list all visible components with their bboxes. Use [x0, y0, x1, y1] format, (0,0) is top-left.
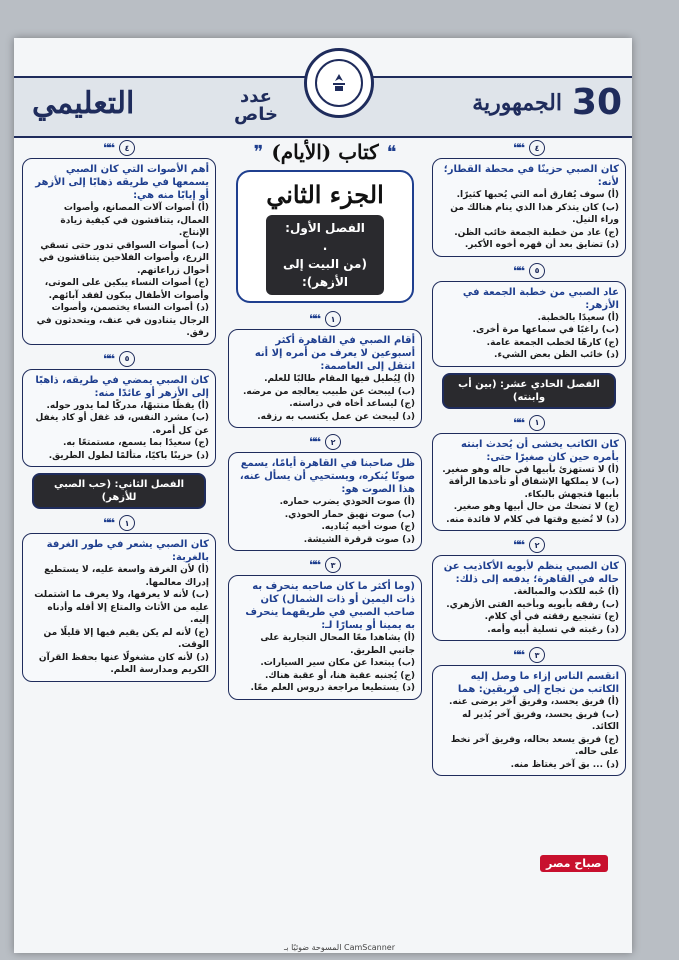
- answer-option: (ب) فريق يحسد، وفريق آخر يُذير له الكائد.: [462, 709, 619, 732]
- question-number-badge: [228, 557, 422, 573]
- question-number-badge: [22, 351, 216, 367]
- question-text: كان الصبي حزينًا في محطة القطار؛ لأنه:: [443, 164, 619, 188]
- answer-option: (د) أصوات النساء يختصمن، وأصوات الرجال يتنادون في عنف، ويتحدثون في رفق.: [36, 303, 209, 338]
- question-box: [228, 329, 422, 428]
- answer-option: (د) لا تُضيع وقتها في كلام لا فائدة منه.: [446, 514, 619, 525]
- answer-option: (د) رغبته في تسلية أبيه وأمه.: [487, 624, 619, 635]
- question-number-badge: [432, 537, 626, 553]
- answer-option: (أ) سوف يُفارق أمه التي يُحبها كثيرًا.: [456, 190, 619, 200]
- question-text: عاد الصبي من خطبة الجمعة في الأزهر:: [462, 286, 619, 311]
- answer-option: (د) ليبحث عن عمل يكتسب به رزقه.: [257, 411, 415, 422]
- chapter-one-title: الفصل الأول:: [285, 221, 365, 235]
- book-title-bar: [228, 140, 422, 164]
- question-text: (وما أكثر ما كان صاحبه ينحرف به ذات اليمين أو ذات الشمال) كان صاحب الصبي في طريقهما ينحرف به يمينا أو يسارًا لـ:: [245, 581, 415, 631]
- question-box: [22, 158, 216, 345]
- answer-option: (ب) مشرد النفس، قد غفل أو كاد يغفل عن كل أمره.: [35, 413, 209, 436]
- question-number-badge: [22, 140, 216, 156]
- question-number: ٥: [529, 263, 545, 279]
- part-title: الجزء الثاني: [266, 180, 384, 209]
- issue-label: [234, 88, 278, 124]
- scanner-footer: المسوحة ضوئيًا بـ CamScanner: [283, 943, 395, 952]
- answer-option: (ج) لأنه لم يكن يقيم فيها إلا قليلًا من الوقت.: [43, 627, 209, 650]
- quote-mark-icon: ❝❝: [102, 351, 114, 366]
- answer-option: (أ) صوت الحوذي يضرب حماره.: [279, 497, 415, 507]
- newspaper-name: الجمهورية: [472, 90, 562, 116]
- site-watermark: صباح مصر: [540, 855, 608, 872]
- question-text: ظل صاحبنا في القاهرة أيامًا، يسمع صوتًا يُنكره، ويستحيي أن يسأل عنه، هذا الصوت هو:: [239, 458, 415, 495]
- decor-quote-icon: ❝: [386, 141, 397, 163]
- question-number: ١: [529, 415, 545, 431]
- answer-option: (ب) راغبًا في سماعها مرة أخرى.: [472, 325, 619, 335]
- answer-option: (ب) أصوات السواقي تدور حتى تسقي الزرع، وأصوات الفلاحين يتناقشون في أحوال زراعاتهم.: [38, 240, 209, 276]
- quote-mark-icon: ❝❝: [512, 263, 524, 278]
- quote-mark-icon: ❝❝: [512, 141, 524, 155]
- newspaper-page: [14, 38, 632, 953]
- right-column: [432, 138, 626, 913]
- question-box: [432, 555, 626, 641]
- answer-option: (ج) يُجنبه عقبة هنا، أو عقبة هناك.: [264, 670, 415, 681]
- decor-quote-icon: ❞: [253, 141, 264, 163]
- answer-option: (د) لأنه كان مشغولًا عنها بحفظ القرآن الكريم ومدارسة العلم.: [38, 652, 209, 675]
- question-number: ١: [119, 515, 135, 531]
- question-box: [432, 158, 626, 257]
- answer-option: (أ) يقظًا منتبهًا، مدركًا لما يدور حوله.: [46, 400, 209, 411]
- chapter-one-name: (من البيت إلى الأزهر):: [283, 257, 367, 289]
- answer-option: (أ) حُبه للكذب والمبالغة.: [513, 587, 619, 597]
- quote-mark-icon: ❝❝: [308, 435, 320, 449]
- answer-option: (د) ... بق آخر يغتاظ منه.: [510, 759, 619, 770]
- question-box: [432, 433, 626, 532]
- question-number-badge: [432, 647, 626, 663]
- question-number: ٢: [529, 537, 545, 553]
- chapter-one-dot: .: [322, 239, 328, 253]
- ministry-seal-icon: [304, 48, 374, 118]
- question-box: [22, 533, 216, 682]
- page-number: 30: [571, 82, 622, 123]
- question-box: [228, 452, 422, 551]
- answer-option: (ج) كارهًا لخطب الجمعة عامة.: [486, 337, 619, 348]
- book-title: كتاب (الأيام): [271, 140, 379, 164]
- question-text: كان الصبي يشعر في طور الغرفة بالغربة:: [46, 539, 209, 563]
- answer-option: (ب) رفقه بأبويه وبأخيه الفتى الأزهري.: [446, 599, 619, 610]
- quote-mark-icon: ❝❝: [512, 648, 524, 662]
- question-number: ٥: [119, 351, 135, 367]
- question-number-badge: [432, 140, 626, 156]
- answer-option: (ج) عاد من خطبة الجمعة خائب الظن.: [454, 227, 619, 238]
- answer-option: (أ) يشاهدا معًا المحال التجارية على جانبي الطريق.: [260, 633, 415, 656]
- answer-option: (أ) سعيدًا بالخطبة.: [537, 312, 619, 323]
- question-number: ٢: [325, 434, 341, 450]
- question-text: أهم الأصوات التي كان الصبي يسمعها في طريقه ذهابًا إلى الأزهر أو إيابًا منه هي:: [35, 164, 209, 201]
- part-box: [236, 170, 414, 303]
- question-number: ٣: [529, 647, 545, 663]
- answer-option: (ج) أصوات النساء يبكين على الموتى، وأصوات الأطفال يبكون لفقد آبائهم.: [44, 278, 209, 301]
- answer-option: (أ) لِيُطيل فيها المقام طالبًا للعلم.: [264, 374, 415, 384]
- left-column: [22, 138, 216, 913]
- answer-option: (د) صوت قرقرة الشيشة.: [303, 534, 415, 545]
- question-box: [432, 281, 626, 367]
- answer-option: (أ) فريق يحسد، وفريق آخر يرضى عنه.: [449, 697, 619, 707]
- quote-mark-icon: ❝❝: [512, 538, 524, 552]
- question-number: ١: [325, 311, 341, 327]
- quote-mark-icon: ❝❝: [102, 516, 114, 530]
- question-text: أقام الصبي في القاهرة أكثر أسبوعين لا يعرف من أمره إلا أنه انتقل إلى العاصمة:: [254, 335, 415, 372]
- section-title: التعليمي: [32, 86, 135, 121]
- answer-option: (ب) لا يملكها الإشفاق أو تأخذها الرأفة بأبيها فتجهش بالبكاء.: [448, 477, 619, 500]
- question-text: انقسم الناس إزاء ما وصل إليه الكاتب من نجاح إلى فريقين: هما: [457, 671, 619, 695]
- answer-option: (ب) كان يتذكر هذا الذي ينام هنالك من وراء النيل.: [450, 202, 619, 225]
- middle-questions: [228, 311, 422, 700]
- quote-mark-icon: ❝❝: [102, 141, 114, 155]
- issue-kind: خاص: [234, 104, 278, 125]
- answer-option: (ج) سعيدًا بما يسمع، مستمتعًا به.: [62, 438, 209, 448]
- question-number-badge: [22, 515, 216, 531]
- answer-option: (د) تضايق بعد أن قهره أخوه الأكبر.: [464, 240, 619, 250]
- chapter-heading: الفصل الثاني: (حب الصبي للأزهر): [32, 473, 206, 509]
- quote-mark-icon: ❝❝: [512, 415, 524, 430]
- answer-option: (ج) تشجيع رفقته في أي كلام.: [484, 612, 619, 622]
- answer-option: (ج) ليساعد أخاه في دراسته.: [289, 399, 415, 409]
- question-number-badge: [432, 415, 626, 431]
- chapter-heading: الفصل الحادي عشر: (بين أب وابنته): [442, 373, 616, 409]
- chapter-one-label: [266, 215, 384, 295]
- question-text: كان الكاتب يخشى أن يُحدث ابنته بأمره حين كان صغيرًا حتى:: [460, 438, 619, 463]
- answer-option: (ب) ليبحث عن طبيب يعالجه من مرضه.: [243, 386, 415, 397]
- question-number: ٤: [119, 140, 135, 156]
- question-text: كان الصبي ينظم لأبويه الأكاذيب عن حاله في القاهرة؛ يدفعه إلى ذلك:: [443, 561, 619, 585]
- question-number: ٤: [529, 140, 545, 156]
- quote-mark-icon: ❝❝: [308, 312, 320, 326]
- question-number: ٣: [325, 557, 341, 573]
- answer-option: (ج) لا تضحك من حال أبيها وهو صغير.: [453, 502, 619, 512]
- question-box: [228, 575, 422, 700]
- answer-option: (ب) صوت نهيق حمار الحوذي.: [284, 509, 415, 520]
- page-header: [14, 76, 632, 138]
- answer-option: (أ) لأن الغرفة واسعة عليه، لا يستطيع إدراك معالمها.: [44, 565, 209, 588]
- answer-option: (د) يستطيعا مراجعة دروس العلم معًا.: [250, 683, 415, 693]
- answer-option: (د) خائب الظن بعض الشيء.: [494, 350, 619, 360]
- question-number-badge: [228, 311, 422, 327]
- answer-option: (ج) صوت أخيه يُناديه.: [321, 522, 415, 532]
- answer-option: (أ) لا تستهزئ بأبيها في حاله وهو صغير.: [442, 464, 619, 475]
- question-text: كان الصبي يمضي في طريقه، ذاهبًا إلى الأزهر أو عائدًا منه:: [35, 374, 209, 399]
- issue-word: عدد: [240, 86, 272, 107]
- question-number-badge: [228, 434, 422, 450]
- answer-option: (ج) فريق يسعد بحاله، وفريق آخر نخط على حاله.: [450, 734, 619, 757]
- question-box: [22, 369, 216, 468]
- answer-option: (ب) لأنه لا يعرفها، ولا يعرف ما اشتملت عليه من الأثاث والمتاع إلا أقله وأدناه إليه.: [34, 590, 209, 625]
- answer-option: (د) حزينًا باكيًا، متألمًا لطول الطريق.: [48, 450, 209, 461]
- question-number-badge: [432, 263, 626, 279]
- answer-option: (ب) يبتعدا عن مكان سير السيارات.: [260, 658, 415, 668]
- middle-column: [228, 138, 422, 913]
- quote-mark-icon: ❝❝: [308, 558, 320, 572]
- question-box: [432, 665, 626, 776]
- answer-option: (أ) أصوات آلات المصانع، وأصوات العمال، يتناقشون في كيفية زيادة الإنتاج.: [60, 203, 209, 238]
